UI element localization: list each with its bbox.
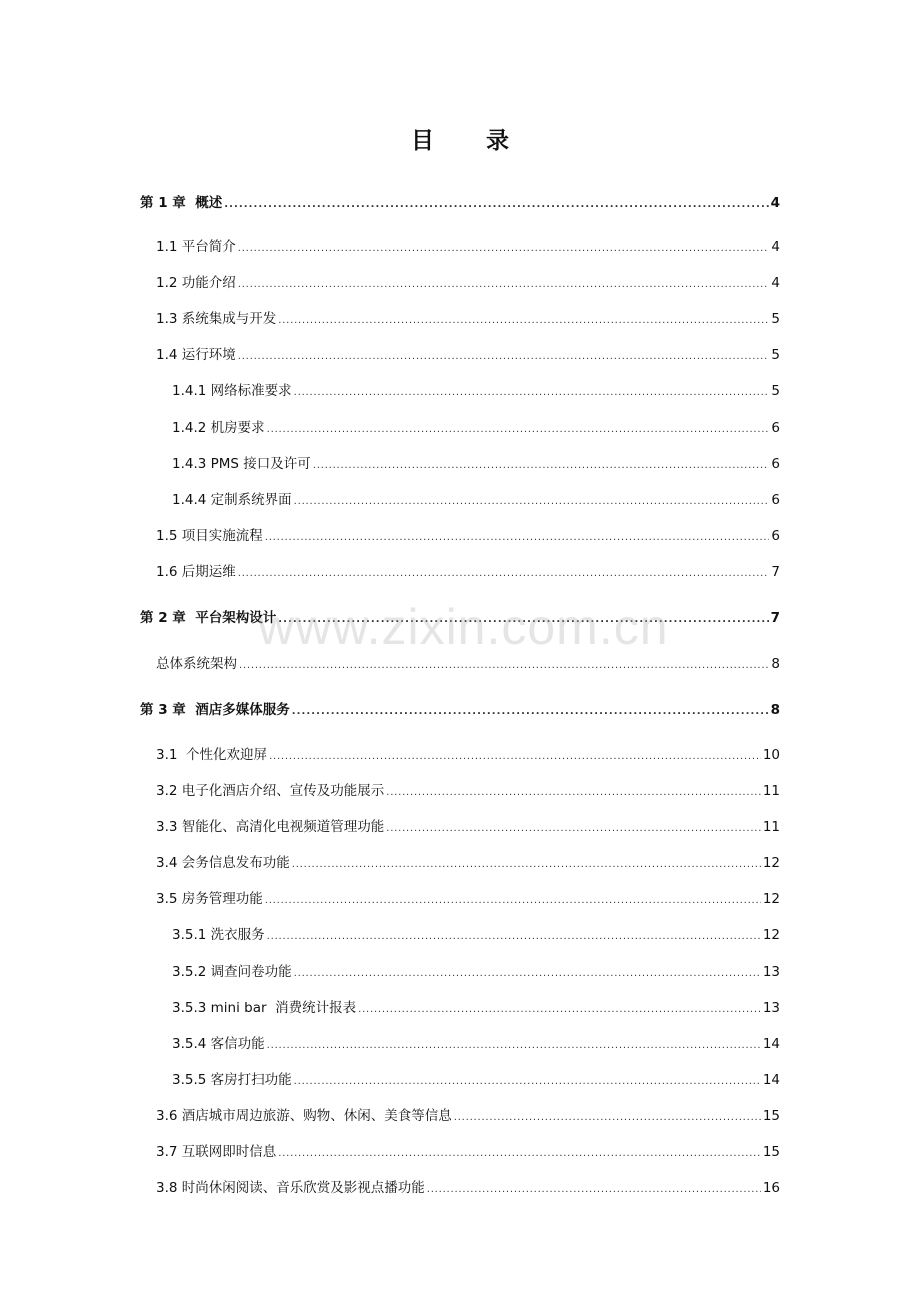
toc-page-number: 12 — [762, 891, 780, 907]
toc-entry-label: 1.3 系统集成与开发 — [156, 311, 277, 327]
toc-dot-leader — [224, 195, 768, 215]
toc-entry-row[interactable] — [156, 1178, 780, 1198]
toc-dot-leader — [238, 564, 770, 584]
toc-dot-leader — [294, 1072, 761, 1092]
toc-entry-label: 3.6 酒店城市周边旅游、购物、休闲、美食等信息 — [156, 1108, 452, 1124]
toc-dot-leader — [267, 927, 761, 947]
toc-dot-leader — [238, 275, 770, 295]
toc-page-number: 4 — [771, 239, 780, 255]
toc-page-number: 6 — [771, 420, 780, 436]
toc-page-number: 8 — [770, 702, 780, 718]
toc-entry-row[interactable] — [172, 925, 780, 945]
toc-dot-leader — [386, 783, 761, 803]
toc-entry-row[interactable] — [156, 781, 780, 801]
toc-page-number: 14 — [762, 1036, 780, 1052]
toc-entry-label: 3.5 房务管理功能 — [156, 891, 263, 907]
toc-entry-row[interactable] — [156, 562, 780, 582]
toc-page-number: 7 — [770, 610, 780, 626]
toc-entry-row[interactable] — [156, 1106, 780, 1126]
watermark: www.zixin.com.cn — [258, 599, 669, 655]
toc-entry-label: 1.4.1 网络标准要求 — [172, 383, 292, 399]
toc-dot-leader — [454, 1108, 761, 1128]
toc-page-number: 7 — [771, 564, 780, 580]
toc-page-number: 11 — [762, 819, 780, 835]
toc-entry-row[interactable] — [172, 490, 780, 510]
toc-dot-leader — [238, 347, 770, 367]
toc-dot-leader — [292, 855, 761, 875]
toc-page-number: 5 — [771, 347, 780, 363]
toc-entry-row[interactable] — [172, 381, 780, 401]
toc-entry-label: 3.2 电子化酒店介绍、宣传及功能展示 — [156, 783, 385, 799]
toc-entry-label: 1.6 后期运维 — [156, 564, 236, 580]
toc-entry-label: 3.3 智能化、高清化电视频道管理功能 — [156, 819, 385, 835]
toc-page-number: 13 — [762, 964, 780, 980]
toc-chapter-row[interactable] — [140, 700, 780, 720]
toc-entry-label: 3.5.1 洗衣服务 — [172, 927, 265, 943]
toc-dot-leader — [294, 492, 770, 512]
toc-entry-label: 3.5.4 客信功能 — [172, 1036, 265, 1052]
toc-dot-leader — [269, 747, 761, 767]
toc-dot-leader — [386, 819, 761, 839]
toc-dot-leader — [265, 528, 770, 548]
toc-entry-row[interactable] — [156, 745, 780, 765]
toc-page-number: 16 — [762, 1180, 780, 1196]
toc-entry-label: 1.4.2 机房要求 — [172, 420, 265, 436]
toc-entry-label: 1.2 功能介绍 — [156, 275, 236, 291]
toc-dot-leader — [427, 1180, 761, 1200]
toc-entry-label: 第 2 章 平台架构设计 — [140, 610, 277, 626]
toc-dot-leader — [313, 456, 770, 476]
toc-page-number: 15 — [762, 1144, 780, 1160]
toc-entry-row[interactable] — [172, 454, 780, 474]
toc-page-number: 12 — [762, 855, 780, 871]
toc-chapter-row[interactable] — [140, 193, 780, 213]
toc-page-number: 5 — [771, 383, 780, 399]
toc-dot-leader — [278, 1144, 761, 1164]
toc-entry-row[interactable] — [156, 654, 780, 674]
toc-entry-label: 第 3 章 酒店多媒体服务 — [140, 702, 290, 718]
toc-page-number: 12 — [762, 927, 780, 943]
toc-entry-row[interactable] — [156, 345, 780, 365]
toc-page-number: 4 — [770, 195, 780, 211]
toc-entry-row[interactable] — [172, 418, 780, 438]
toc-entry-label: 3.5.5 客房打扫功能 — [172, 1072, 292, 1088]
toc-entry-label: 1.4 运行环境 — [156, 347, 236, 363]
toc-page-number: 11 — [762, 783, 780, 799]
toc-entry-row[interactable] — [156, 526, 780, 546]
toc-entry-label: 第 1 章 概述 — [140, 195, 223, 211]
toc-entry-row[interactable] — [172, 962, 780, 982]
toc-entry-label: 1.1 平台简介 — [156, 239, 236, 255]
toc-entry-label: 3.8 时尚休闲阅读、音乐欣赏及影视点播功能 — [156, 1180, 425, 1196]
toc-page-number: 5 — [771, 311, 780, 327]
toc-entry-label: 3.5.3 mini bar 消费统计报表 — [172, 1000, 357, 1016]
toc-entry-row[interactable] — [156, 237, 780, 257]
toc-entry-row[interactable] — [172, 1070, 780, 1090]
toc-dot-leader — [294, 964, 761, 984]
toc-dot-leader — [267, 420, 770, 440]
toc-entry-row[interactable] — [156, 817, 780, 837]
toc-dot-leader — [278, 311, 769, 331]
toc-dot-leader — [292, 702, 769, 722]
toc-entry-row[interactable] — [156, 853, 780, 873]
toc-entry-label: 1.4.4 定制系统界面 — [172, 492, 292, 508]
toc-page-number: 14 — [762, 1072, 780, 1088]
toc-page-number: 6 — [771, 492, 780, 508]
toc-page-number: 4 — [771, 275, 780, 291]
toc-dot-leader — [358, 1000, 761, 1020]
toc-entry-label: 3.5.2 调查问卷功能 — [172, 964, 292, 980]
toc-entry-row[interactable] — [156, 1142, 780, 1162]
toc-page-number: 6 — [771, 528, 780, 544]
toc-dot-leader — [267, 1036, 761, 1056]
toc-page-number: 6 — [771, 456, 780, 472]
toc-entry-row[interactable] — [156, 889, 780, 909]
toc-dot-leader — [294, 383, 770, 403]
toc-entry-label: 1.4.3 PMS 接口及许可 — [172, 456, 311, 472]
toc-entry-label: 3.7 互联网即时信息 — [156, 1144, 277, 1160]
page-title: 目 录 — [410, 128, 531, 154]
toc-entry-row[interactable] — [172, 998, 780, 1018]
toc-entry-label: 3.4 会务信息发布功能 — [156, 855, 290, 871]
toc-page-number: 8 — [771, 656, 780, 672]
toc-entry-label: 总体系统架构 — [156, 656, 237, 672]
toc-entry-label: 1.5 项目实施流程 — [156, 528, 263, 544]
toc-page-number: 13 — [762, 1000, 780, 1016]
toc-dot-leader — [238, 239, 770, 259]
toc-entry-row[interactable] — [172, 1034, 780, 1054]
toc-dot-leader — [239, 656, 769, 676]
toc-entry-row[interactable] — [156, 309, 780, 329]
toc-entry-row[interactable] — [156, 273, 780, 293]
toc-dot-leader — [265, 891, 761, 911]
toc-entry-label: 3.1 个性化欢迎屏 — [156, 747, 268, 763]
toc-page-number: 15 — [762, 1108, 780, 1124]
toc-page-number: 10 — [762, 747, 780, 763]
